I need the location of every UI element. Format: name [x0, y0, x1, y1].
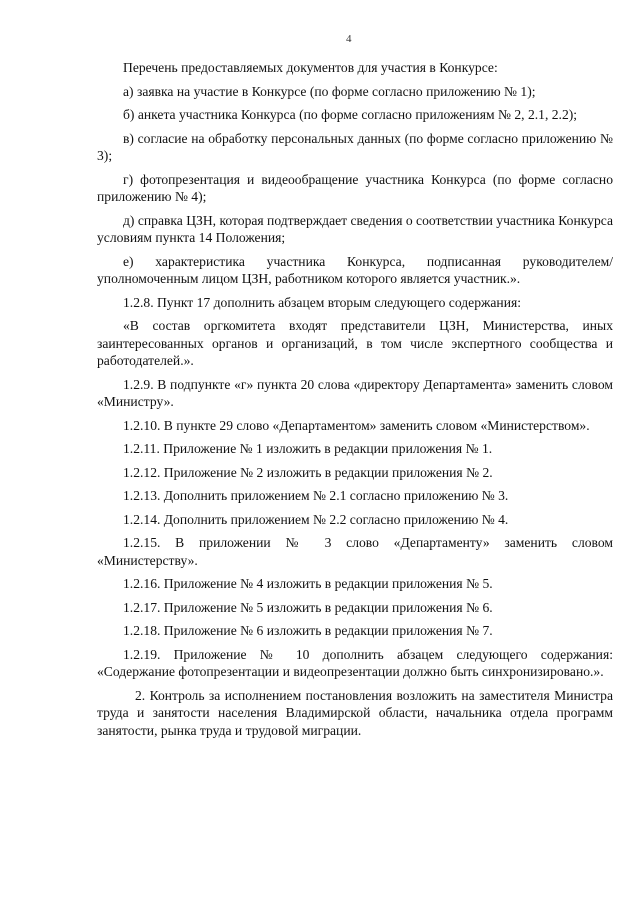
- clause-2-control: 2. Контроль за исполнением постановления возложить на заместителя Министра труда и занятости населения Владимирской области, начальника отдела программ занятости, рынка труда и трудовой миграции.: [97, 687, 613, 738]
- clause-1-2-12: 1.2.12. Приложение № 2 изложить в редакции приложения № 2.: [123, 464, 493, 480]
- clause-1-2-19: 1.2.19. Приложение № 10 дополнить абзацем следующего содержания: «Содержание фотопрезентации и видеопрезентации должно быть синхронизировано.».: [97, 646, 613, 679]
- clause-1-2-16: 1.2.16. Приложение № 4 изложить в редакции приложения № 5.: [123, 576, 493, 591]
- clause-1-2-10: 1.2.10. В пункте 29 слово «Департаментом» заменить словом «Министерством».: [123, 417, 590, 433]
- list-item-e: е) характеристика участника Конкурса, подписанная руководителем/уполномоченным лицом ЦЗН, работником которого является участник.».: [97, 253, 613, 286]
- list-item-g: г) фотопрезентация и видеообращение участника Конкурса (по форме согласно приложению № 4);: [97, 171, 613, 204]
- clause-1-2-8-quote: «В состав оргкомитета входят представители ЦЗН, Министерства, иных заинтересованных органов и организаций, в том числе экспертного сообщества и работодателей.».: [97, 318, 613, 368]
- clause-1-2-9: 1.2.9. В подпункте «г» пункта 20 слова «директору Департамента» заменить словом «Министру».: [97, 376, 613, 409]
- list-item-b: б) анкета участника Конкурса (по форме согласно приложениям № 2, 2.1, 2.2);: [123, 107, 578, 122]
- document-body: [97, 59, 613, 739]
- list-item-d: д) справка ЦЗН, которая подтверждает сведения о соответствии участника Конкурса условиям пункта 14 Положения;: [97, 212, 613, 245]
- clause-1-2-18: 1.2.18. Приложение № 6 изложить в редакции приложения № 7.: [123, 623, 493, 638]
- clause-1-2-8: 1.2.8. Пункт 17 дополнить абзацем вторым следующего содержания:: [123, 294, 522, 310]
- documents-list-heading: Перечень предоставляемых документов для участия в Конкурсе:: [123, 60, 498, 75]
- clause-1-2-17: 1.2.17. Приложение № 5 изложить в редакции приложения № 6.: [123, 599, 493, 615]
- list-item-v: в) согласие на обработку персональных данных (по форме согласно приложению № 3);: [97, 130, 613, 163]
- clause-1-2-11: 1.2.11. Приложение № 1 изложить в редакции приложения № 1.: [123, 441, 493, 456]
- clause-1-2-15: 1.2.15. В приложении № 3 слово «Департаменту» заменить словом «Министерству».: [97, 535, 613, 568]
- list-item-a: а) заявка на участие в Конкурсе (по форме согласно приложению № 1);: [123, 83, 536, 99]
- clause-1-2-13: 1.2.13. Дополнить приложением № 2.1 согласно приложению № 3.: [123, 488, 509, 503]
- page-number: 4: [346, 33, 352, 45]
- clause-1-2-14: 1.2.14. Дополнить приложением № 2.2 согласно приложению № 4.: [123, 511, 509, 527]
